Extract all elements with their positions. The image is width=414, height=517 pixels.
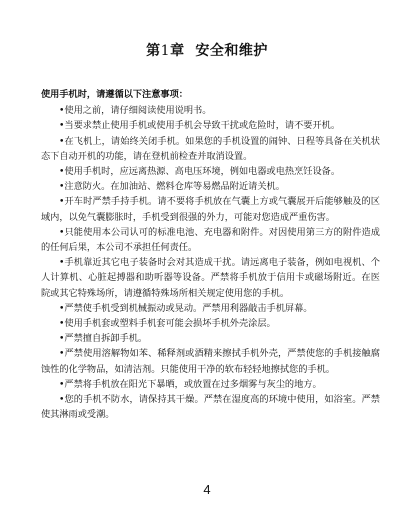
safety-item: •只能使用本公司认可的标准电池、充电器和附件。对因使用第三方的附件造成的任何后果，本公司不承担任何责任。 [41, 226, 380, 254]
safety-item: •使用手机时，应远离热源、高电压环境，例如电器或电热烹饪设备。 [59, 166, 341, 178]
chapter-suffix: 章 安全和维护 [170, 43, 268, 59]
safety-item: •严禁将手机放在阳光下暴晒，或放置在过多烟雾与灰尘的地方。 [59, 378, 322, 390]
safety-item: •手机靠近其它电子装备时会对其造成干扰。请远离电子装备，例如电视机、个人计算机、心脏起搏器和助听器等设备。严禁将手机放于信用卡或磁场附近。在医院或其它特殊场所，请遵循特殊场所相关规定使用您的手机。 [41, 257, 380, 299]
safety-item: •严禁擅自拆卸手机。 [59, 333, 148, 345]
chapter-title [0, 40, 414, 60]
safety-item: •注意防火。在加油站、燃料仓库等易燃品附近请关机。 [59, 181, 285, 193]
safety-item: •严禁使用溶解物如苯、稀释剂或酒精来擦拭手机外壳，严禁使您的手机接触腐蚀性的化学物品，如清洁剂。只能使用干净的软布轻轻地擦拭您的手机。 [41, 348, 380, 375]
page-number: 4 [203, 482, 211, 497]
safety-content [41, 87, 380, 422]
safety-item: •在飞机上，请始终关闭手机。如果您的手机设置的闹钟、日程等具备在关机状态下自动开机的功能，请在登机前检查并取消设置。 [41, 135, 380, 162]
chapter-number: 1 [160, 43, 171, 59]
safety-item: •使用之前，请仔细阅读使用说明书。 [59, 105, 212, 117]
safety-item: •您的手机不防水，请保持其干燥。严禁在湿度高的环境中使用，如浴室。严禁使其淋雨或受潮。 [41, 394, 380, 421]
intro-heading: 使用手机时，请遵循以下注意事项： [41, 89, 188, 100]
safety-item: •开车时严禁手持手机。请不要将手机放在气囊上方或气囊展开后能够触及的区域内，以免气囊膨胀时，手机受到很强的外力，可能对您造成严重伤害。 [41, 196, 380, 223]
safety-item: •当要求禁止使用手机或使用手机会导致干扰或危险时，请不要开机。 [59, 120, 341, 132]
safety-item: •严禁使手机受到机械振动或晃动。严禁用利器敲击手机屏幕。 [59, 302, 313, 314]
chapter-prefix: 第 [146, 43, 161, 59]
safety-item: •使用手机套或塑料手机套可能会损坏手机外壳涂层。 [59, 318, 276, 330]
